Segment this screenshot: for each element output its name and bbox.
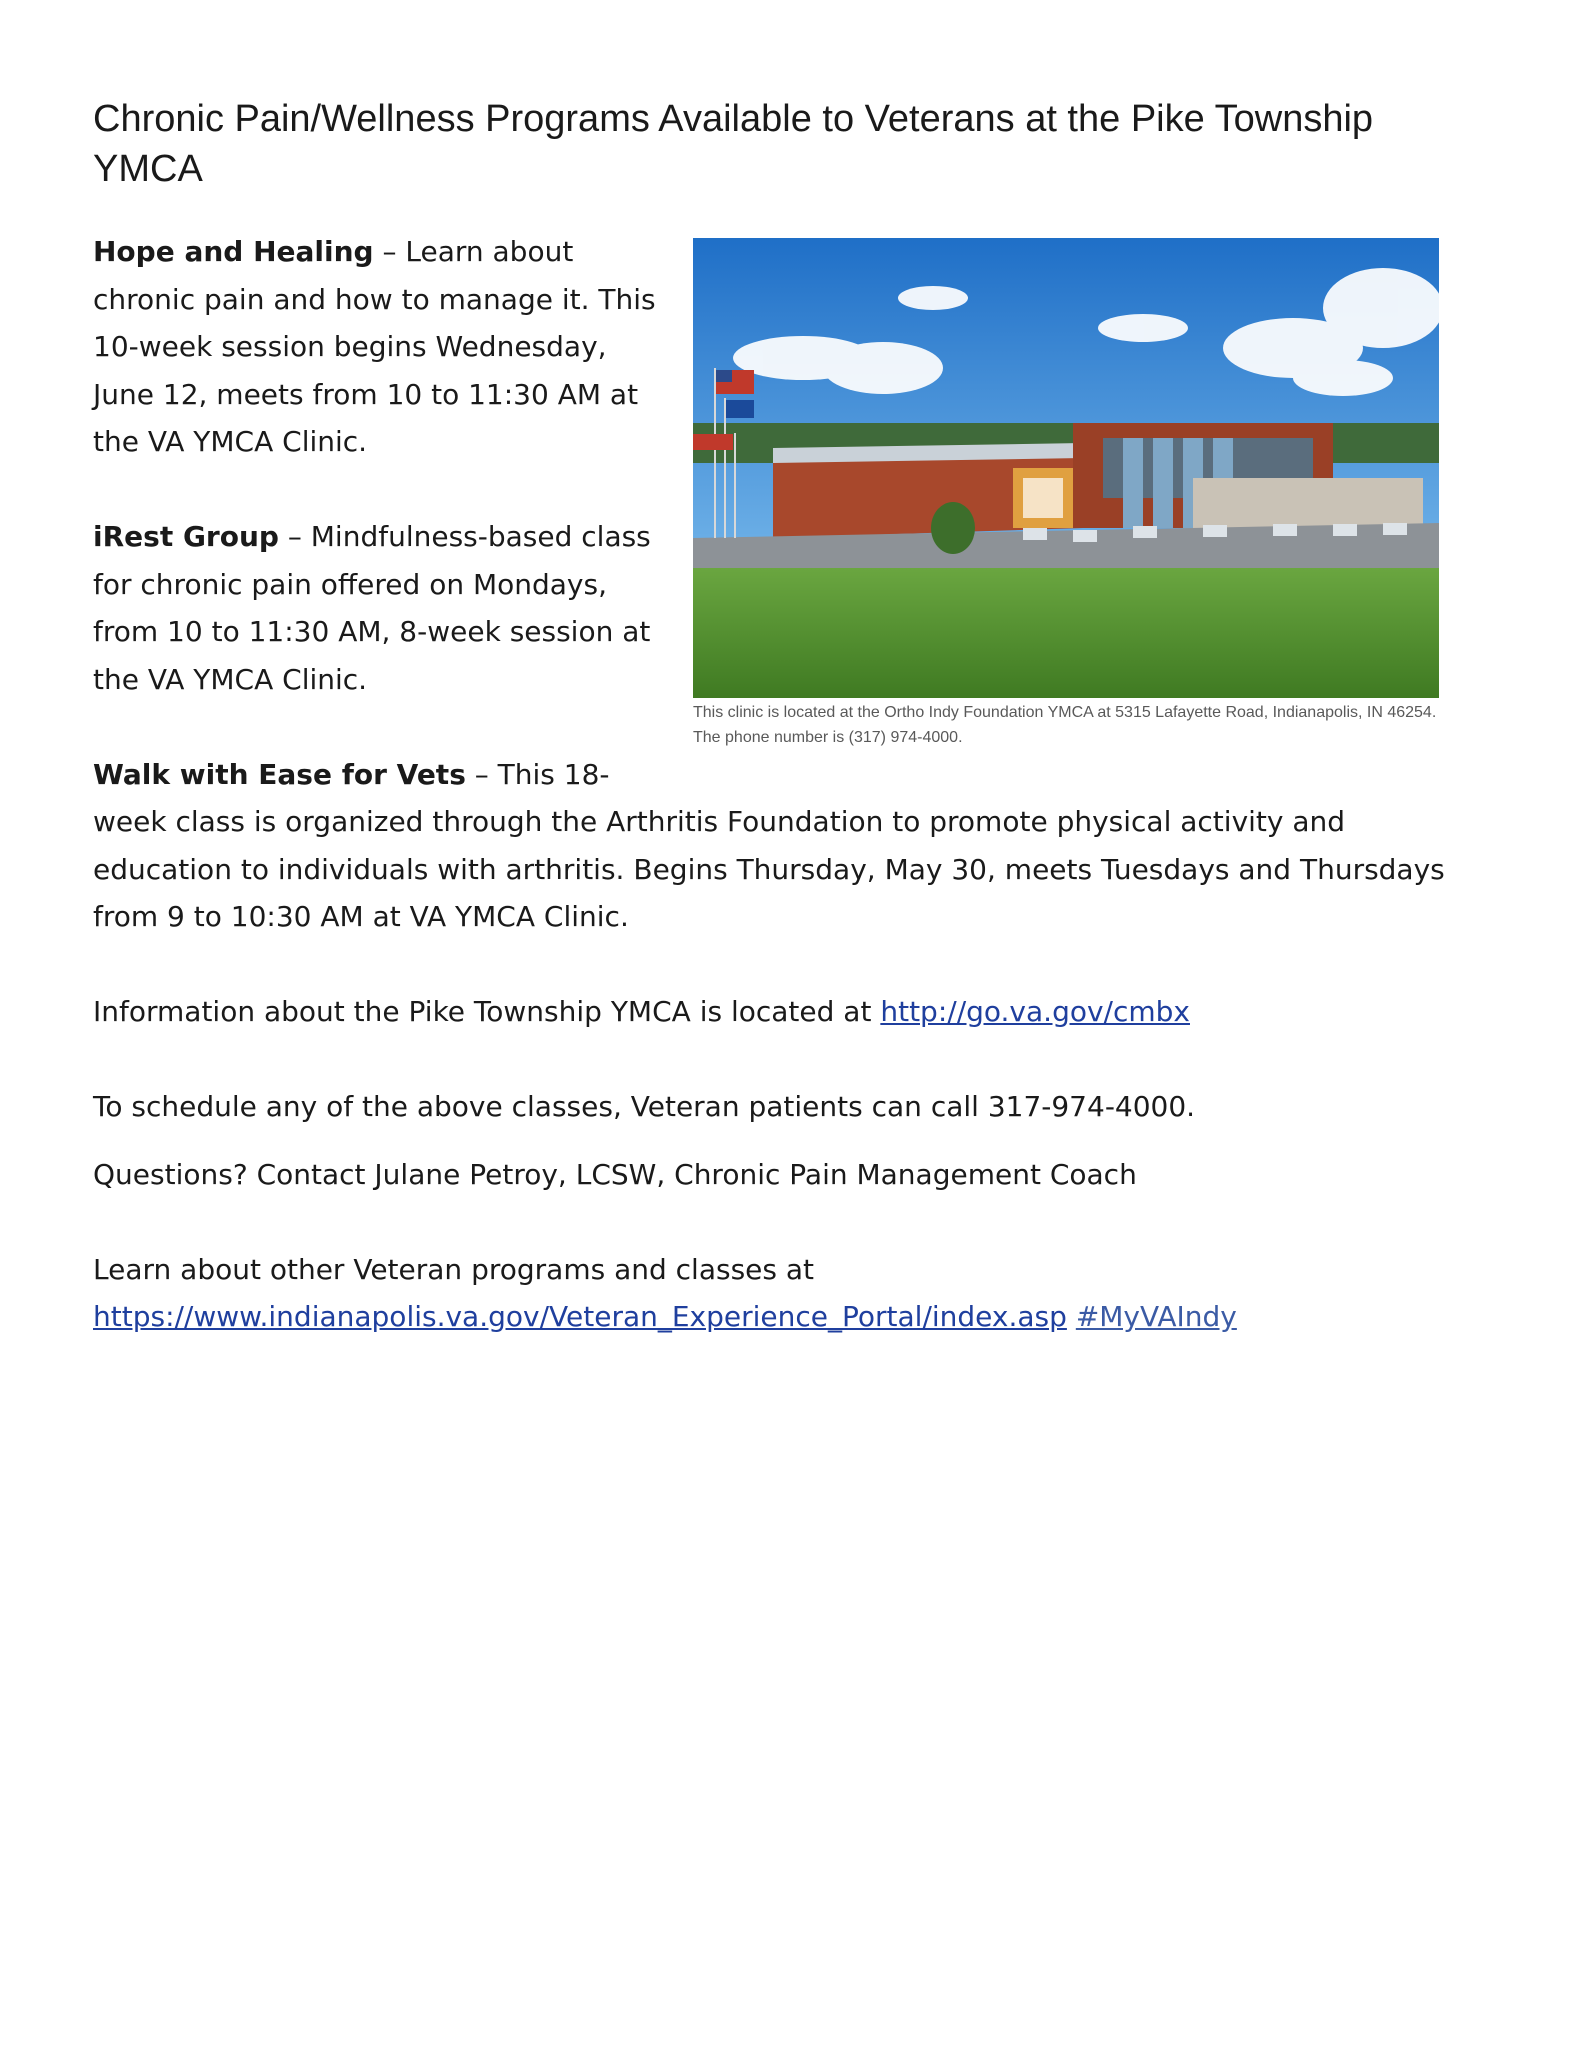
- ymca-info: [93, 988, 1453, 1036]
- document-body: [93, 228, 1453, 1341]
- program-description: – Mindfulness-based class for chronic pain offered on Mondays, from 10 to 11:30 AM, 8-week session at the VA YMCA Clinic.: [93, 520, 651, 696]
- document-title: Chronic Pain/Wellness Programs Available to Veterans at the Pike Township YMCA: [93, 98, 1374, 190]
- clinic-building-photo: [693, 238, 1439, 698]
- schedule-info: To schedule any of the above classes, Veteran patients can call 317-974-4000.: [93, 1090, 1196, 1123]
- program-walk-with-ease: [93, 751, 1453, 941]
- ymca-info-text: Information about the Pike Township YMCA is located at: [93, 995, 881, 1028]
- learn-more: [93, 1246, 1453, 1341]
- ymca-info-link[interactable]: http://go.va.gov/cmbx: [880, 995, 1190, 1028]
- veteran-portal-link[interactable]: https://www.indianapolis.va.gov/Veteran_Experience_Portal/index.asp: [93, 1300, 1067, 1333]
- program-description: – This 18-week class is organized through the Arthritis Foundation to promote physical activity and education to individuals with arthritis. Begins Thursday, May 30, meets Tuesdays and Thursdays from 9 to 10:30 AM at VA YMCA Clinic.: [93, 757, 1445, 933]
- clinic-photo-caption: This clinic is located at the Ortho Indy Foundation YMCA at 5315 Lafayette Road, Indianapolis, IN 46254. The phone number is (317) 974-4000.: [693, 704, 1437, 746]
- clinic-figure: [693, 238, 1453, 750]
- program-name: iRest Group: [93, 520, 279, 553]
- program-name: Walk with Ease for Vets: [93, 757, 466, 791]
- myvaindy-hashtag-link[interactable]: #MyVAIndy: [1075, 1300, 1237, 1333]
- program-name: Hope and Healing: [93, 235, 374, 268]
- questions-contact: Questions? Contact Julane Petroy, LCSW, Chronic Pain Management Coach: [93, 1157, 1137, 1191]
- learn-more-text: Learn about other Veteran programs and classes at: [93, 1252, 815, 1286]
- program-description: – Learn about chronic pain and how to manage it. This 10-week session begins Wednesday, June 12, meets from 10 to 11:30 AM at the VA YMCA Clinic.: [93, 235, 656, 458]
